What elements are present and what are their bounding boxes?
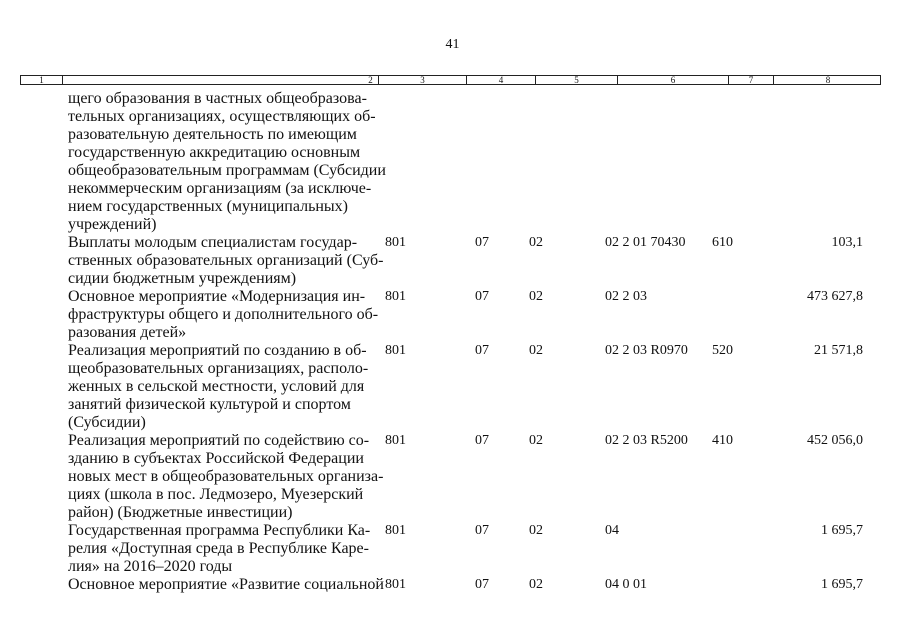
ministry-code: 801 (385, 577, 406, 592)
section-code: 07 (475, 235, 489, 250)
amount: 1 695,7 (821, 523, 863, 538)
section-code: 07 (475, 289, 489, 304)
subsection-code: 02 (529, 289, 543, 304)
row-description (68, 342, 368, 432)
row-description (68, 288, 379, 342)
description-line: циях (школа в пос. Ледмозеро, Муезерский (68, 486, 364, 503)
row-description (68, 90, 386, 234)
ministry-code: 801 (385, 235, 406, 250)
description-line: разования детей» (68, 324, 187, 341)
subsection-code: 02 (529, 433, 543, 448)
description-line: щеобразовательных организациях, располо- (68, 360, 369, 377)
description-line: государственную аккредитацию основным (68, 144, 361, 161)
header-col-2: 2 (63, 76, 379, 84)
description-line: занятий физической культурой и спортом (68, 396, 351, 413)
ministry-code: 801 (385, 433, 406, 448)
table-row (0, 342, 905, 432)
description-line: новых мест в общеобразовательных организа- (68, 468, 384, 485)
table-row (0, 288, 905, 342)
header-col-4: 4 (467, 76, 536, 84)
row-description (68, 576, 384, 594)
description-line: некоммерческим организациям (за исключе- (68, 180, 372, 197)
budget-table-body (0, 90, 905, 594)
row-description (68, 234, 384, 288)
description-line: фраструктуры общего и дополнительного об- (68, 306, 379, 323)
page-number: 41 (445, 37, 460, 52)
description-line: ственных образовательных организаций (Суб- (68, 252, 384, 269)
expense-type-code: 520 (712, 343, 733, 358)
description-line: тельных организациях, осуществляющих об- (68, 108, 376, 125)
target-item-code: 04 (605, 523, 619, 538)
target-item-code: 04 0 01 (605, 577, 647, 592)
description-line: район) (Бюджетные инвестиции) (68, 504, 293, 521)
target-item-code: 02 2 03 R5200 (605, 433, 688, 448)
expense-type-code: 610 (712, 235, 733, 250)
description-line: разовательную деятельность по имеющим (68, 126, 357, 143)
subsection-code: 02 (529, 235, 543, 250)
table-row (0, 432, 905, 522)
target-item-code: 02 2 03 R0970 (605, 343, 688, 358)
table-header-row (20, 75, 881, 85)
table-row (0, 90, 905, 234)
description-line: женных в сельской местности, условий для (68, 378, 365, 395)
section-code: 07 (475, 343, 489, 358)
header-col-8: 8 (825, 75, 831, 85)
description-line: щего образования в частных общеобразова- (68, 90, 367, 107)
description-line: общеобразовательным программам (Субсидии (68, 162, 386, 179)
description-line: Основное мероприятие «Модернизация ин- (68, 288, 366, 305)
ministry-code: 801 (385, 343, 406, 358)
description-line: Выплаты молодым специалистам государ- (68, 234, 358, 251)
description-line: лия» на 2016–2020 годы (68, 558, 233, 575)
subsection-code: 02 (529, 523, 543, 538)
table-row (0, 234, 905, 288)
table-row (0, 522, 905, 576)
description-line: релия «Доступная среда в Республике Каре- (68, 540, 369, 557)
description-line: нием государственных (муниципальных) (68, 198, 348, 215)
description-line: Государственная программа Республики Ка- (68, 522, 371, 539)
subsection-code: 02 (529, 343, 543, 358)
ministry-code: 801 (385, 523, 406, 538)
description-line: Реализация мероприятий по созданию в об- (68, 342, 367, 359)
target-item-code: 02 2 03 (605, 289, 647, 304)
row-description (68, 432, 384, 522)
description-line: Реализация мероприятий по содействию со- (68, 432, 370, 449)
header-col-6: 6 (618, 76, 729, 84)
amount: 21 571,8 (814, 343, 863, 358)
section-code: 07 (475, 577, 489, 592)
header-col-5: 5 (536, 76, 618, 84)
subsection-code: 02 (529, 577, 543, 592)
description-line: учреждений) (68, 216, 157, 233)
row-description (68, 522, 371, 576)
amount: 452 056,0 (807, 433, 863, 448)
description-line: Основное мероприятие «Развитие социальной (68, 576, 384, 593)
amount: 473 627,8 (807, 289, 863, 304)
amount: 1 695,7 (821, 577, 863, 592)
description-line: зданию в субъектах Российской Федерации (68, 450, 364, 467)
header-col-1: 1 (21, 76, 63, 84)
ministry-code: 801 (385, 289, 406, 304)
section-code: 07 (475, 433, 489, 448)
expense-type-code: 410 (712, 433, 733, 448)
description-line: (Субсидии) (68, 414, 146, 431)
section-code: 07 (475, 523, 489, 538)
target-item-code: 02 2 01 70430 (605, 235, 686, 250)
amount: 103,1 (831, 235, 863, 250)
table-row (0, 576, 905, 594)
description-line: сидии бюджетным учреждениям) (68, 270, 297, 287)
header-col-7: 7 (729, 76, 774, 84)
header-col-3: 3 (379, 76, 467, 84)
